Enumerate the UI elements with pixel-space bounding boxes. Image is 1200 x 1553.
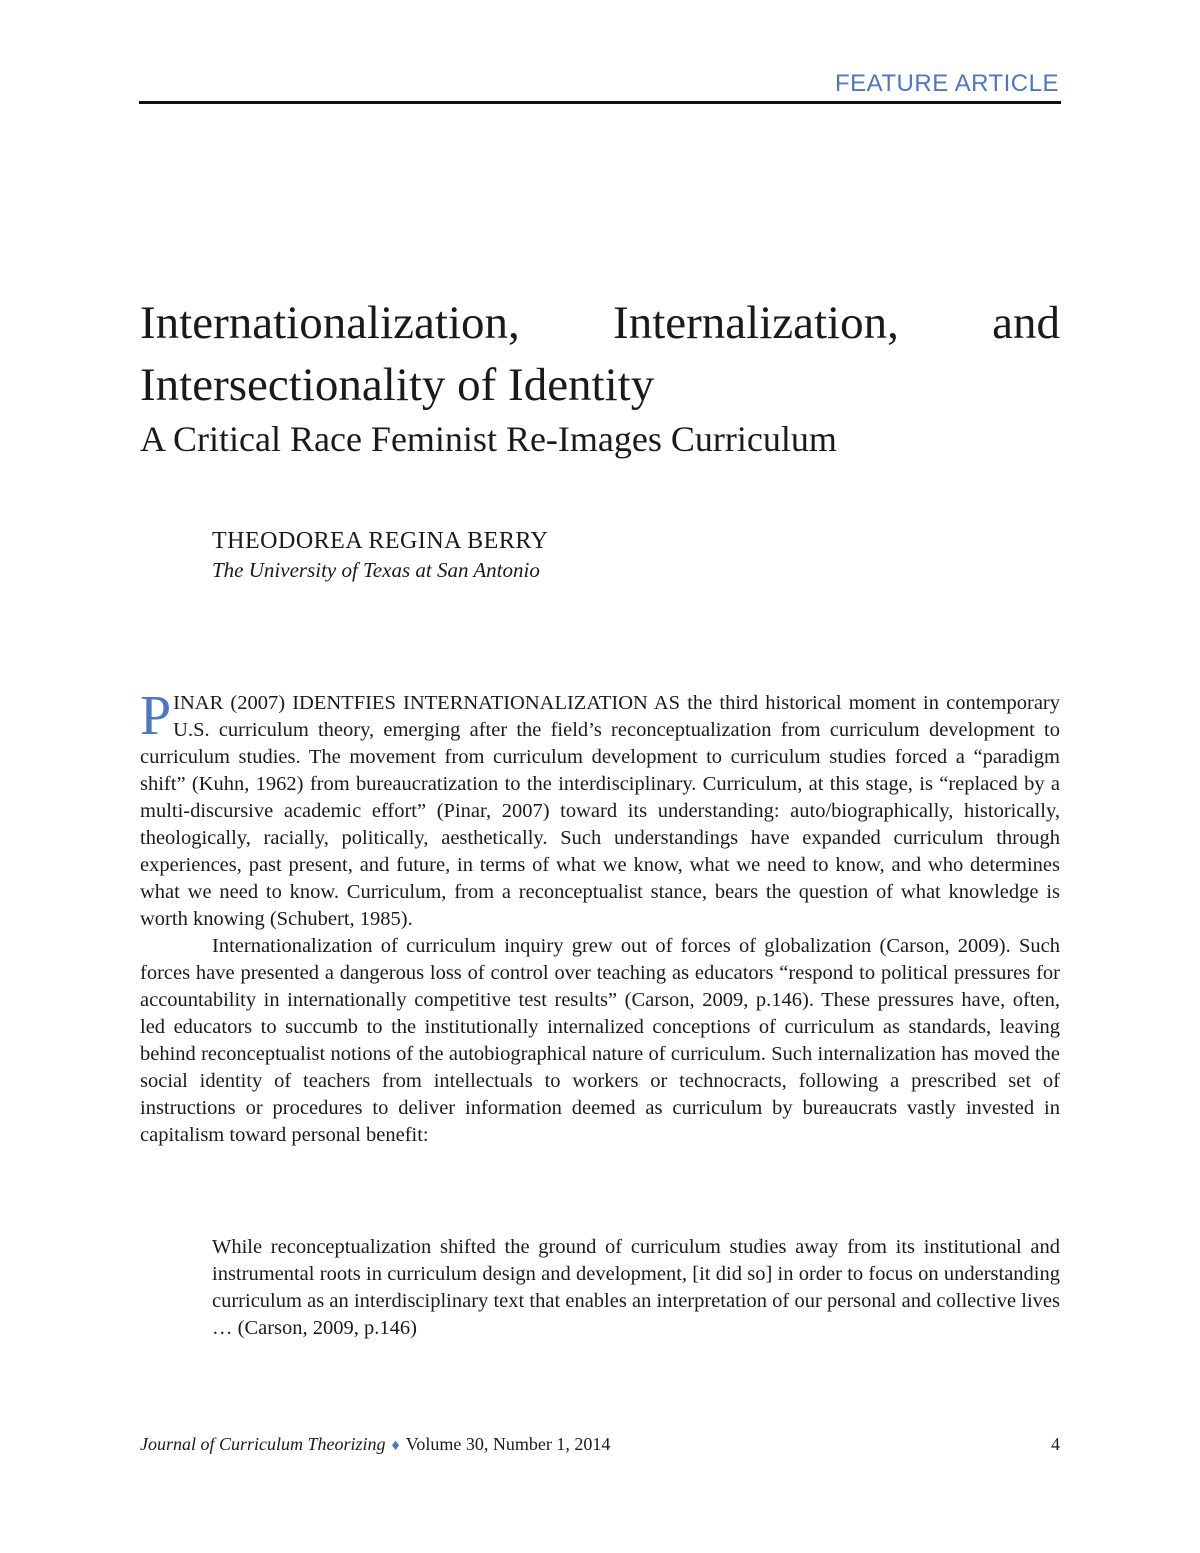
diamond-icon: ♦ — [391, 1437, 400, 1454]
journal-name: Journal of Curriculum Theorizing — [140, 1434, 386, 1454]
article-subtitle: A Critical Race Feminist Re-Images Curriculum — [140, 419, 837, 459]
page-number: 4 — [1051, 1434, 1060, 1454]
paragraph-2: Internationalization of curriculum inquiry grew out of forces of globalization (Carson, 2009). Such forces have presented a dangerous loss of control over teaching as educators “respond to political pressures for accountability in internationally competitive test results” (Carson, 2009, p.146). These pressures have, often, led educators to succumb to the institutionally internalized conceptions of curriculum as standards, leaving behind reconceptualist notions of the autobiographical nature of curriculum. Such internalization has moved the social identity of teachers from intellectuals to workers or technocracts, following a prescribed set of instructions or procedures to deliver information deemed as curriculum by bureaucrats vastly invested in capitalism toward personal benefit: — [140, 935, 1060, 1146]
journal-volume: Volume 30, Number 1, 2014 — [405, 1434, 611, 1454]
article-title: Internationalization, Internalization, and Intersectionality of Identity — [140, 297, 1060, 411]
section-label: FEATURE ARTICLE — [835, 70, 1059, 97]
block-quote: While reconceptualization shifted the ground of curriculum studies away from its institutional and instrumental roots in curriculum design and development, [it did so] in order to focus on understanding curriculum as an interdisciplinary text that enables an interpretation of our personal and collective lives … (Carson, 2009, p.146) — [212, 1236, 1060, 1339]
paragraph-1-text: INAR (2007) IDENTFIES INTERNATIONALIZATION AS the third historical moment in contemporary U.S. curriculum theory, emerging after the field’s reconceptualization from curriculum development to curriculum studies. The movement from curriculum development to curriculum studies forced a “paradigm shift” (Kuhn, 1962) from bureaucratization to the interdisciplinary. Curriculum, at this stage, is “replaced by a multi-discursive academic effort” (Pinar, 2007) toward its understanding: auto/biographically, historically, theologically, racially, politically, aesthetically. Such understandings have expanded curriculum through experiences, past present, and future, in terms of what we know, what we need to know, and who determines what we need to know. Curriculum, from a reconceptualist stance, bears the question of what knowledge is worth knowing (Schubert, 1985). — [140, 692, 1060, 930]
header-divider — [139, 101, 1061, 104]
footer-citation — [140, 1434, 610, 1455]
paragraph-1 — [140, 685, 1060, 933]
page-footer — [140, 1434, 1060, 1455]
article-body — [140, 685, 1060, 1149]
drop-cap: P — [140, 685, 172, 747]
author-name: THEODOREA REGINA BERRY — [212, 528, 549, 554]
author-affiliation: The University of Texas at San Antonio — [212, 558, 540, 582]
